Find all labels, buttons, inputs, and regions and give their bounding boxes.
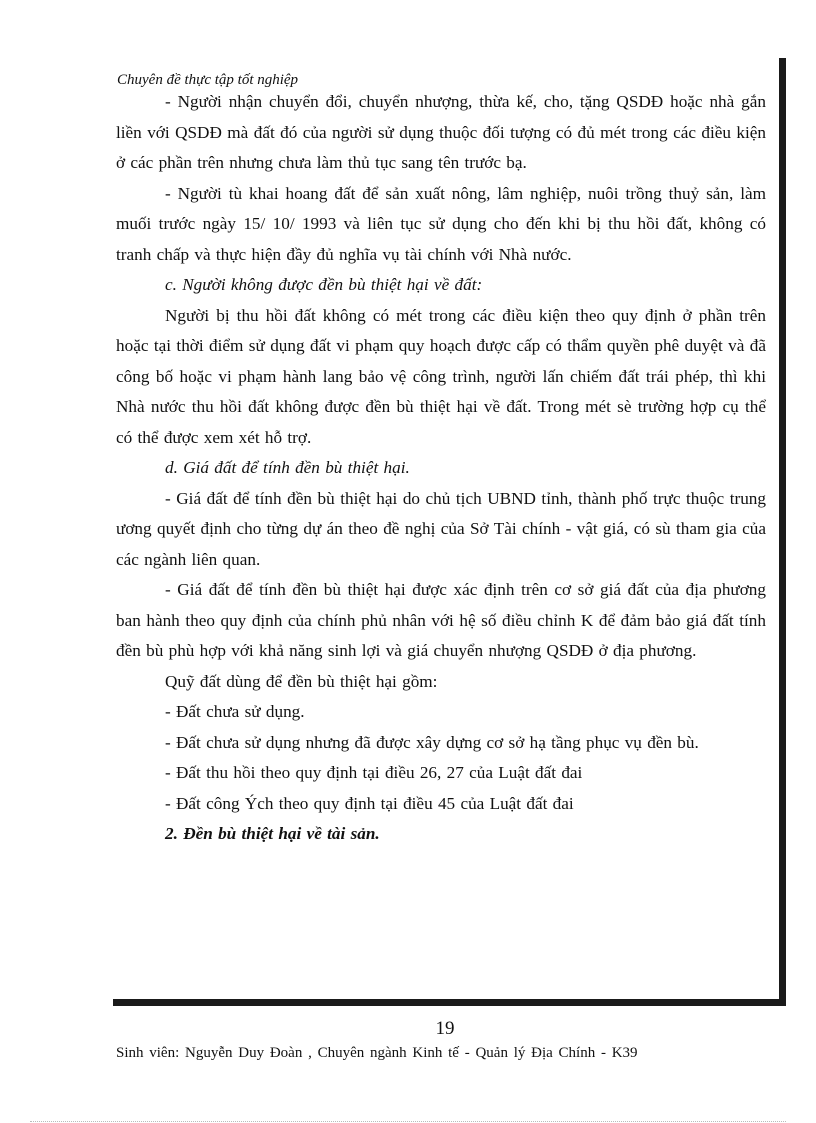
paragraph-recipient: - Người nhận chuyển đổi, chuyển nhượng, thừa kế, cho, tặng QSDĐ hoặc nhà gắn liền với QSDĐ mà đất đó của người sử dụng thuộc đối tượng có đủ mét trong các điều kiện ở các phần trên nhưng chưa làm thủ tục sang tên trước bạ. <box>116 92 766 172</box>
list-item-unused-land: - Đất chưa sử dụng. <box>165 702 305 721</box>
page-border-bottom <box>113 999 786 1006</box>
page-border-right <box>779 58 786 1006</box>
list-item-infrastructure-land: - Đất chưa sử dụng nhưng đã được xây dựng cơ sở hạ tầng phục vụ đền bù. <box>165 732 699 752</box>
running-header: Chuyên đề thực tập tốt nghiệp <box>117 72 299 88</box>
body-text <box>116 87 766 850</box>
section-heading-d: d. Giá đất để tính đền bù thiệt hại. <box>165 458 410 477</box>
page-number: 19 <box>435 1018 455 1039</box>
paragraph-land-price-decision: - Giá đất để tính đền bù thiệt hại do chủ tịch UBND tỉnh, thành phố trực thuộc trung ương quyết định cho từng dự án theo đề nghị của Sở Tài chính - vật giá, có sù tham gia của các ngành liên quan. <box>116 488 766 569</box>
list-item-reclaimed-land: - Đất thu hồi theo quy định tại điều 26, 27 của Luật đất đai <box>165 763 583 782</box>
page-edge-divider <box>30 1121 786 1122</box>
page-footer: Sinh viên: Nguyễn Duy Đoàn , Chuyên ngành Kinh tế - Quản lý Địa Chính - K39 <box>116 1045 638 1061</box>
section-heading-2: 2. Đền bù thiệt hại về tài sản. <box>165 824 380 843</box>
paragraph-land-price-basis: - Giá đất để tính đền bù thiệt hại được xác định trên cơ sở giá đất của địa phương ban hành theo quy định của chính phủ nhân với hệ số điều chỉnh K để đảm bảo giá đất tính đền bù phù hợp với khả năng sinh lợi và giá chuyển nhượng QSDĐ ở địa phương. <box>116 580 766 660</box>
paragraph-no-compensation: Người bị thu hồi đất không có mét trong các điều kiện theo quy định ở phần trên hoặc tại thời điểm sử dụng đất vi phạm quy hoạch được cấp có thẩm quyền phê duyệt và đã công bố hoặc vi phạm hành lang bảo vệ công trình, người lấn chiếm đất trái phép, thì khi Nhà nước thu hồi đất không được đền bù thiệt hại về đất. Trong mét sè trường hợp cụ thể có thể được xem xét hỗ trợ. <box>116 305 766 447</box>
paragraph-land-fund-intro: Quỹ đất dùng để đền bù thiệt hại gồm: <box>165 671 438 691</box>
list-item-public-land: - Đất công Ých theo quy định tại điều 45 của Luật đất đai <box>165 793 574 813</box>
paragraph-land-reclaimer: - Người tù khai hoang đất để sản xuất nông, lâm nghiệp, nuôi trồng thuỷ sản, làm muối trước ngày 15/ 10/ 1993 và liên tục sử dụng cho đến khi bị thu hồi đất, không có tranh chấp và thực hiện đầy đủ nghĩa vụ tài chính với Nhà nước. <box>116 183 766 264</box>
section-heading-c: c. Người không được đền bù thiệt hại về đất: <box>165 275 483 294</box>
